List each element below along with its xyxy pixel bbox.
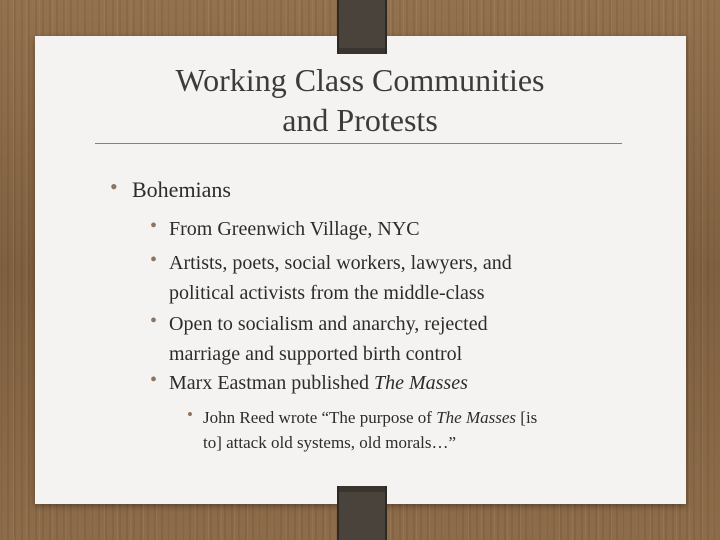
bullet-icon: • [110, 174, 118, 199]
slide-title-line-2: and Protests [282, 102, 438, 138]
bullet-icon: • [150, 369, 158, 391]
slide-title-line-1: Working Class Communities [175, 62, 545, 98]
quote-text-part-1: John Reed wrote “The purpose of [203, 408, 437, 427]
binder-clip-bottom [337, 486, 387, 540]
quote-publication-title: The Masses [436, 408, 517, 427]
bullet-icon: • [150, 249, 158, 271]
bullet-text-line-2: marriage and supported birth control [169, 343, 463, 365]
bullet-open-to-socialism [150, 309, 488, 369]
bullet-marx-eastman [150, 368, 468, 398]
bullet-icon: • [150, 310, 158, 332]
bullet-text-line-1: Artists, poets, social workers, lawyers, and [169, 252, 512, 274]
bullet-greenwich-village [150, 214, 420, 244]
bullet-artists-poets [150, 248, 512, 308]
binder-clip-top [337, 0, 387, 54]
title-divider [95, 143, 622, 144]
bullet-icon: • [150, 215, 158, 237]
bullet-bohemians [110, 174, 231, 204]
quote-text-line-2: to] attack old systems, old morals…” [203, 433, 457, 452]
bullet-text-line-1: Open to socialism and anarchy, rejected [169, 313, 488, 335]
bullet-icon: • [187, 405, 193, 424]
bullet-john-reed-quote [187, 405, 538, 455]
bullet-text-line-2: political activists from the middle-class [169, 282, 485, 304]
bullet-text: Marx Eastman published [169, 372, 374, 394]
bullet-text: Bohemians [132, 177, 231, 202]
publication-title: The Masses [373, 372, 468, 394]
quote-text-part-2: [is [516, 408, 538, 427]
bullet-text: From Greenwich Village, NYC [169, 218, 420, 240]
slide-title [100, 60, 620, 140]
